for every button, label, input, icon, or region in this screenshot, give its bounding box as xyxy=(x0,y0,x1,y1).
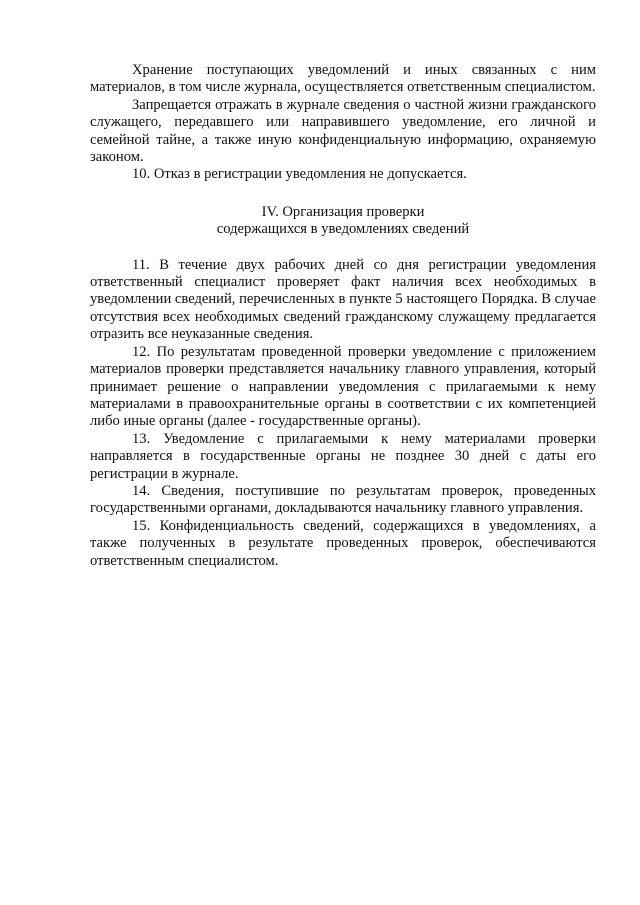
paragraph-13: 13. Уведомление с прилагаемыми к нему материалами проверки направляется в государственные органы не позднее 30 дней с даты его регистрации в журнале. xyxy=(90,430,596,482)
section-heading xyxy=(90,204,596,239)
paragraph-storage: Хранение поступающих уведомлений и иных связанных с ним материалов, в том числе журнала, осуществляется ответственным специалистом. xyxy=(90,62,596,96)
paragraph-14: 14. Сведения, поступившие по результатам проверок, проведенных государственными органами, докладываются начальнику главного управления. xyxy=(90,482,596,517)
section-title-line1: IV. Организация проверки xyxy=(261,203,425,220)
section-title-line2: содержащихся в уведомлениях сведений xyxy=(216,221,470,238)
paragraph-11: 11. В течение двух рабочих дней со дня регистрации уведомления ответственный специалист проверяет факт наличия всех необходимых в уведомлении сведений, перечисленных в пункте 5 настоящего Порядка. В случае отсутствия всех необходимых сведений гражданскому служащему предлагается отразить все неуказанные сведения. xyxy=(90,256,596,343)
paragraph-prohibition: Запрещается отражать в журнале сведения о частной жизни гражданского служащего, передавшего или направившего уведомление, его личной и семейной тайне, а также иную конфиденциальную информацию, охраняемую законом. xyxy=(90,96,596,166)
document-page xyxy=(90,62,596,570)
paragraph-15: 15. Конфиденциальность сведений, содержащихся в уведомлениях, а также полученных в результате проведенных проверок, обеспечиваются ответственным специалистом. xyxy=(90,517,596,569)
paragraph-12: 12. По результатам проведенной проверки уведомление с приложением материалов проверки представляется начальнику главного управления, который принимает решение о направлении уведомления с прилагаемыми к нему материалами в правоохранительные органы в соответствии с их компетенцией либо иные органы (далее - государственные органы). xyxy=(90,343,596,430)
paragraph-10: 10. Отказ в регистрации уведомления не допускается. xyxy=(132,166,467,183)
